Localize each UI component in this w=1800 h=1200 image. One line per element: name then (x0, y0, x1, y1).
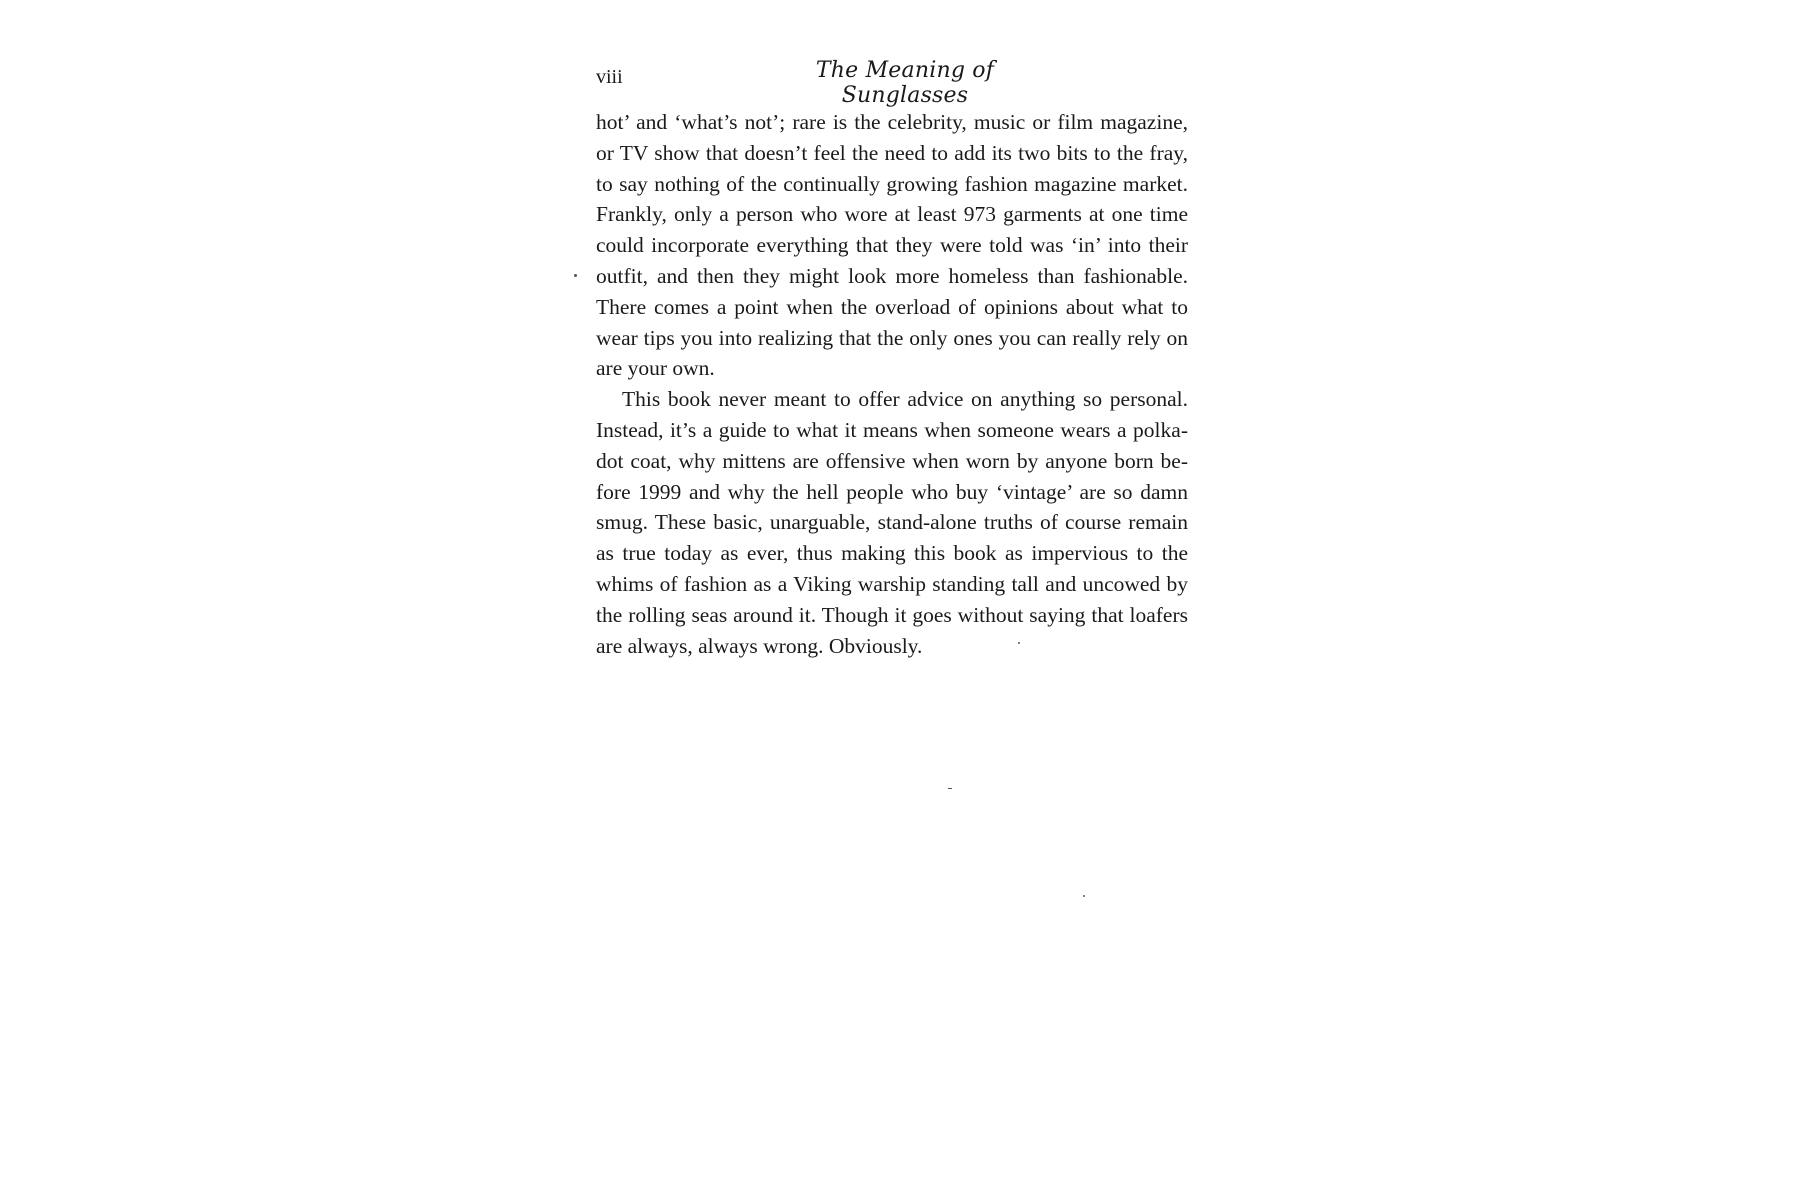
text-line: This book never meant to offer advice on anything so personal. (622, 387, 1188, 412)
text-line: wear tips you into realizing that the only ones you can really rely on (596, 325, 1188, 350)
running-title: The Meaning of Sunglasses (815, 58, 995, 108)
text-line: outfit, and then they might look more homeless than fashionable. (596, 263, 1188, 288)
text-line: smug. These basic, unarguable, stand-alone truths of course remain (596, 510, 1188, 535)
paragraph-1 (596, 107, 1188, 384)
text-line: could incorporate everything that they were told was ‘in’ into their (596, 233, 1188, 258)
text-line: There comes a point when the overload of opinions about what to (596, 294, 1188, 319)
text-line: dot coat, why mittens are offensive when worn by anyone born be- (596, 448, 1188, 473)
page-header (596, 58, 1188, 108)
text-line: as true today as ever, thus making this book as impervious to the (596, 541, 1188, 566)
text-line: are your own. (596, 356, 715, 381)
text-line: Frankly, only a person who wore at least 973 garments at one time (596, 202, 1188, 227)
text-line: or TV show that doesn’t feel the need to add its two bits to the fray, (596, 140, 1188, 165)
page-number: viii (596, 66, 623, 88)
text-line: to say nothing of the continually growing fashion magazine market. (596, 171, 1188, 196)
body-text (596, 107, 1188, 661)
scan-speck (1083, 895, 1085, 897)
scan-speck (1018, 642, 1020, 644)
text-line: whims of fashion as a Viking warship standing tall and uncowed by (596, 571, 1188, 596)
text-line: fore 1999 and why the hell people who buy ‘vintage’ are so damn (596, 479, 1188, 504)
text-line: are always, always wrong. Obviously. (596, 633, 923, 658)
text-line: hot’ and ‘what’s not’; rare is the celebrity, music or film magazine, (596, 110, 1188, 134)
scan-speck (574, 274, 577, 277)
text-line: Instead, it’s a guide to what it means when someone wears a polka- (596, 417, 1188, 442)
text-line: the rolling seas around it. Though it goes without saying that loafers (596, 602, 1188, 627)
scan-speck (948, 788, 952, 789)
paragraph-2 (596, 384, 1188, 661)
